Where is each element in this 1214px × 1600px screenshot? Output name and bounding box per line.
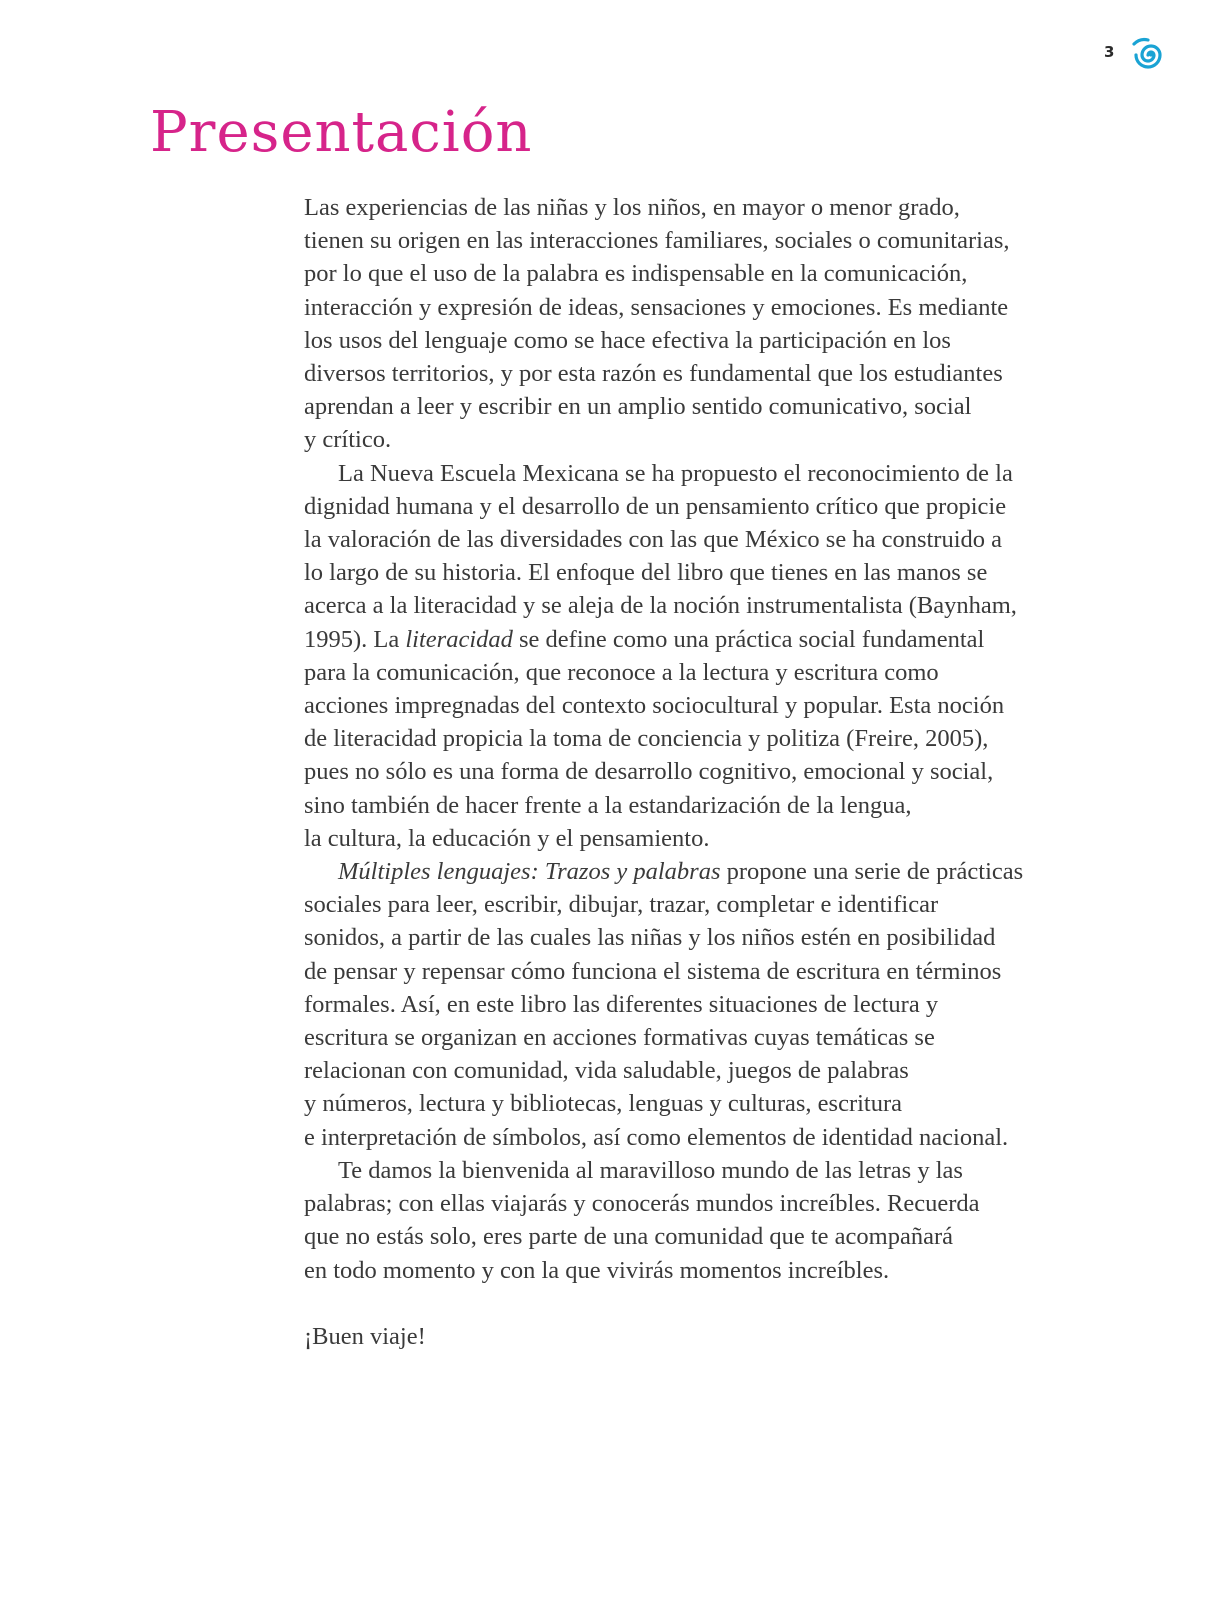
paragraph-1: [304, 191, 1114, 457]
text-line: los usos del lenguaje como se hace efectiva la participación en los: [304, 326, 951, 354]
italic-book-title: Múltiples lenguajes: Trazos y palabras: [338, 858, 721, 886]
text-line: pues no sólo es una forma de desarrollo cognitivo, emocional y social,: [304, 758, 994, 786]
text-line: e interpretación de símbolos, así como elementos de identidad nacional.: [304, 1123, 1009, 1151]
text-line: La Nueva Escuela Mexicana se ha propuesto el reconocimiento de la: [338, 459, 1013, 487]
text-line: y números, lectura y bibliotecas, lenguas y culturas, escritura: [304, 1090, 903, 1118]
italic-term: literacidad: [405, 625, 513, 653]
swirl-logo-icon: [1130, 34, 1172, 76]
text-line: formales. Así, en este libro las diferentes situaciones de lectura y: [304, 990, 939, 1018]
text-line: por lo que el uso de la palabra es indispensable en la comunicación,: [304, 260, 968, 288]
text-line: dignidad humana y el desarrollo de un pensamiento crítico que propicie: [304, 492, 1007, 520]
text-line: la valoración de las diversidades con las que México se ha construido a: [304, 526, 1003, 554]
text-segment: propone una serie de prácticas: [720, 858, 1024, 886]
text-line: en todo momento y con la que vivirás momentos increíbles.: [304, 1256, 890, 1284]
text-line: Las experiencias de las niñas y los niños, en mayor o menor grado,: [304, 194, 960, 221]
text-line: de pensar y repensar cómo funciona el sistema de escritura en términos: [304, 957, 1002, 985]
text-line: Te damos la bienvenida al maravilloso mundo de las letras y las: [338, 1156, 963, 1184]
paragraph-3: [304, 855, 1114, 1154]
text-line: y crítico.: [304, 426, 392, 454]
paragraph-4: [304, 1154, 1114, 1287]
paragraph-2: [304, 457, 1114, 855]
text-line: palabras; con ellas viajarás y conocerás mundos increíbles. Recuerda: [304, 1190, 980, 1218]
body-text: [304, 191, 1114, 1353]
text-line: aprendan a leer y escribir en un amplio sentido comunicativo, social: [304, 393, 972, 421]
text-line: tienen su origen en las interacciones familiares, sociales o comunitarias,: [304, 227, 1010, 255]
text-line: de literacidad propicia la toma de conciencia y politiza (Freire, 2005),: [304, 725, 989, 753]
text-line: relacionan con comunidad, vida saludable, juegos de palabras: [304, 1057, 909, 1085]
text-line: sino también de hacer frente a la estandarización de la lengua,: [304, 791, 912, 819]
text-line: acerca a la literacidad y se aleja de la noción instrumentalista (Baynham,: [304, 592, 1017, 620]
closing-line: ¡Buen viaje!: [304, 1322, 426, 1350]
page-number: 3: [1104, 43, 1115, 61]
text-line: lo largo de su historia. El enfoque del libro que tienes en las manos se: [304, 559, 988, 587]
text-line: sociales para leer, escribir, dibujar, trazar, completar e identificar: [304, 891, 939, 919]
text-line: sonidos, a partir de las cuales las niñas y los niños estén en posibilidad: [304, 924, 996, 952]
page-title: Presentación: [150, 100, 533, 165]
text-line-mixed: [304, 623, 1114, 656]
text-line: diversos territorios, y por esta razón es fundamental que los estudiantes: [304, 360, 1003, 388]
text-line: para la comunicación, que reconoce a la lectura y escritura como: [304, 658, 939, 686]
text-line: que no estás solo, eres parte de una comunidad que te acompañará: [304, 1223, 953, 1251]
text-line: acciones impregnadas del contexto sociocultural y popular. Esta noción: [304, 692, 1005, 720]
text-line: la cultura, la educación y el pensamiento.: [304, 824, 710, 852]
text-line-mixed: [304, 855, 1114, 888]
text-segment: 1995). La: [304, 625, 406, 653]
text-line: escritura se organizan en acciones formativas cuyas temáticas se: [304, 1024, 935, 1052]
text-segment: se define como una práctica social fundamental: [512, 625, 985, 653]
text-line: interacción y expresión de ideas, sensaciones y emociones. Es mediante: [304, 293, 1009, 321]
